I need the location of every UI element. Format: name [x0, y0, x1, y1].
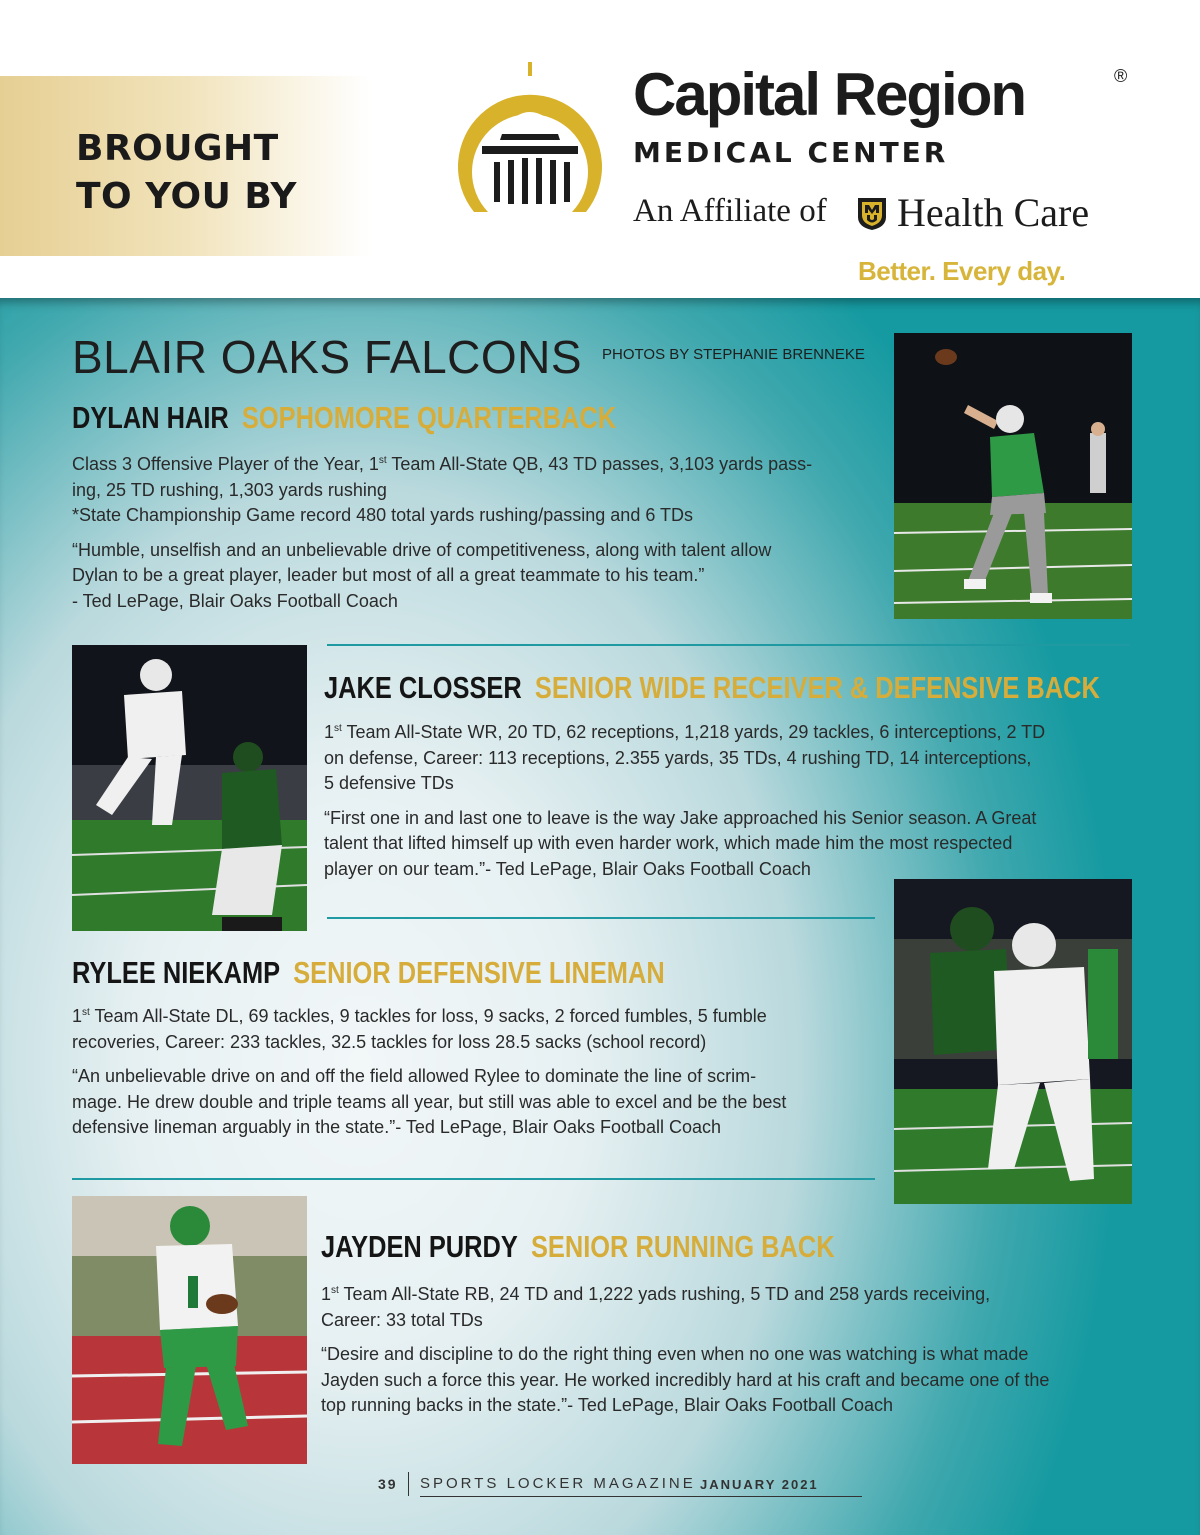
quote-line: talent that lifted himself up with even harder work, which made him the most respected [324, 833, 1013, 853]
player-heading-2 [324, 670, 1100, 706]
stats-text: 1 [321, 1284, 332, 1304]
player-3-text [72, 1004, 882, 1141]
stats-line [72, 452, 882, 478]
player-position: SENIOR WIDE RECEIVER & DEFENSIVE BACK [534, 670, 1100, 705]
quote-line: Dylan to be a great player, leader but most of all a great teammate to his team.” [72, 565, 705, 585]
ordinal-suffix: st [331, 1285, 339, 1296]
quote-line: mage. He drew double and triple teams all year, but still was able to excel and be the best [72, 1091, 787, 1112]
stats-line [72, 1004, 882, 1030]
quote-line: - Ted LePage, Blair Oaks Football Coach [72, 590, 398, 611]
quote-line: player on our team.”- Ted LePage, Blair Oaks Football Coach [324, 858, 811, 879]
stats-line [324, 720, 1124, 746]
quote-line: Jayden such a force this year. He worked incredibly hard at his craft and became one of the [321, 1369, 1050, 1390]
section-divider [327, 644, 1130, 646]
stats-text: 1 [324, 722, 335, 742]
player-1-text [72, 452, 882, 614]
stats-text: 1 [72, 1006, 83, 1026]
stats-line: on defense, Career: 113 receptions, 2.355 yards, 35 TDs, 4 rushing TD, 14 interceptions, [324, 747, 1032, 768]
player-heading-4 [321, 1229, 835, 1265]
page-number: 39 [378, 1476, 398, 1492]
magazine-name: SPORTS LOCKER MAGAZINE [420, 1475, 696, 1492]
player-position: SENIOR DEFENSIVE LINEMAN [293, 955, 665, 990]
section-divider [72, 1178, 875, 1180]
player-2-text [324, 720, 1124, 882]
quote-line: “Desire and discipline to do the right thing even when no one was watching is what made [321, 1344, 1029, 1364]
player-heading-1 [72, 400, 616, 436]
stats-text: Team All-State DL, 69 tackles, 9 tackles for loss, 9 sacks, 2 forced fumbles, 5 fumble [89, 1006, 767, 1026]
mu-shield-icon [857, 197, 887, 231]
player-position: SENIOR RUNNING BACK [530, 1229, 835, 1264]
ordinal-suffix: st [378, 455, 387, 466]
registered-mark: ® [1114, 66, 1128, 86]
stats-text: Team All-State QB, 43 TD passes, 3,103 yards pass- [386, 454, 813, 474]
jayden-purdy-photo [72, 1196, 307, 1464]
quote-line: defensive lineman arguably in the state.”- Ted LePage, Blair Oaks Football Coach [72, 1117, 722, 1137]
section-divider [327, 917, 875, 919]
stats-line [321, 1282, 1131, 1308]
player-4-text [321, 1282, 1131, 1419]
ordinal-suffix: st [334, 723, 342, 734]
dylan-hair-photo [894, 333, 1132, 619]
quote-line: top running backs in the state.”- Ted LePage, Blair Oaks Football Coach [321, 1395, 893, 1415]
stats-line: recoveries, Career: 233 tackles, 32.5 tackles for loss 28.5 sacks (school record) [72, 1031, 707, 1052]
footer-divider [408, 1472, 409, 1496]
player-name: JAYDEN PURDY [321, 1229, 518, 1264]
jake-closser-photo [72, 645, 307, 931]
brought-line-1: BROUGHT [76, 128, 279, 169]
photo-credit: PHOTOS BY STEPHANIE BRENNEKE [602, 346, 865, 363]
tagline: Better. Every day. [858, 256, 1066, 286]
player-position: SOPHOMORE QUARTERBACK [241, 400, 617, 435]
stats-line: ing, 25 TD rushing, 1,303 yards rushing [72, 479, 387, 500]
player-name: JAKE CLOSSER [324, 670, 522, 705]
player-name: RYLEE NIEKAMP [72, 955, 281, 990]
player-name: DYLAN HAIR [72, 400, 229, 435]
stats-line: Career: 33 total TDs [321, 1309, 483, 1330]
quote-line: “First one in and last one to leave is the way Jake approached his Senior season. A Great [324, 807, 1037, 828]
ordinal-suffix: st [82, 1007, 90, 1018]
quote-line: “An unbelievable drive on and off the field allowed Rylee to dominate the line of scrim- [72, 1066, 757, 1086]
page-title: BLAIR OAKS FALCONS [72, 331, 583, 383]
stats-text: Team All-State WR, 20 TD, 62 receptions, 1,218 yards, 29 tackles, 6 interceptions, 2 TD [341, 722, 1046, 742]
affiliate-suffix: Health Care [897, 190, 1090, 235]
brand-name: Capital Region [633, 61, 1026, 128]
brought-line-2: TO YOU BY [76, 176, 297, 217]
issue-date: JANUARY 2021 [700, 1477, 819, 1492]
stats-line: *State Championship Game record 480 total yards rushing/passing and 6 TDs [72, 505, 694, 525]
affiliate-prefix: An Affiliate of [633, 193, 827, 229]
brand-subtitle: MEDICAL CENTER [633, 136, 949, 169]
footer-underline [420, 1496, 862, 1497]
brought-to-you-by-banner [0, 76, 370, 256]
capitol-dome-icon [444, 62, 616, 214]
stats-text: Team All-State RB, 24 TD and 1,222 yads rushing, 5 TD and 258 yards receiving, [338, 1284, 991, 1304]
player-heading-3 [72, 955, 665, 991]
rylee-niekamp-photo [894, 879, 1132, 1204]
quote-line: “Humble, unselfish and an unbelievable drive of competitiveness, along with talent allow [72, 539, 772, 560]
stats-text: Class 3 Offensive Player of the Year, 1 [72, 454, 379, 474]
stats-line: 5 defensive TDs [324, 773, 454, 793]
